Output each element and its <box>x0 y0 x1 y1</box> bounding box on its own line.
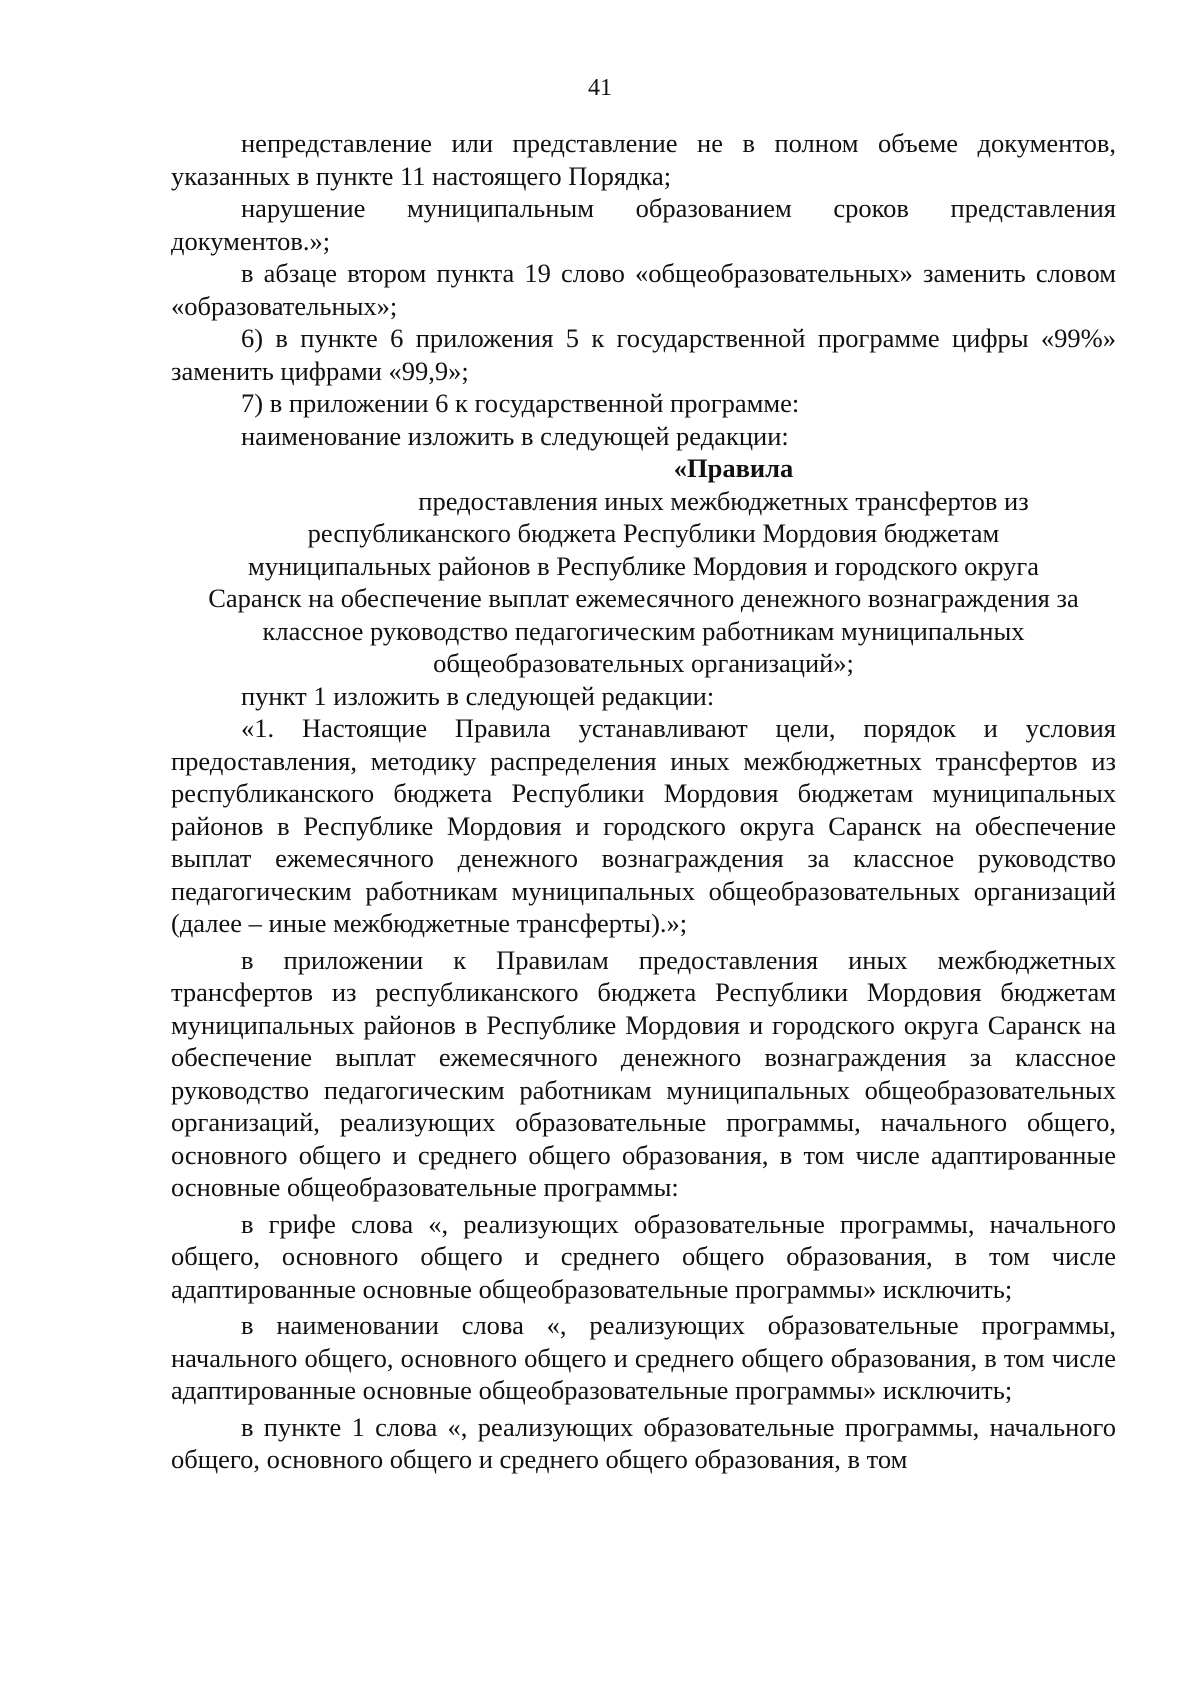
document-body <box>171 127 1116 1476</box>
page-number: 41 <box>588 75 612 101</box>
rules-subtitle <box>171 485 1116 680</box>
paragraph: в грифе слова «, реализующих образовательные программы, начального общего, основного общего и среднего общего образования, в том числе адаптированные основные общеобразовательные программы» исключить; <box>171 1208 1116 1304</box>
paragraph: нарушение муниципальным образованием сроков представления документов.»; <box>171 193 1116 256</box>
subtitle-line: общеобразовательных организаций»; <box>433 648 854 678</box>
subtitle-line: республиканского бюджета Республики Мордовия бюджетам <box>307 518 1000 548</box>
paragraph: непредставление или представление не в полном объеме документов, указанных в пункте 11 настоящего Порядка; <box>171 128 1116 191</box>
paragraph: пункт 1 изложить в следующей редакции: <box>241 680 715 711</box>
paragraph: в приложении к Правилам предоставления иных межбюджетных трансфертов из республиканского бюджета Республики Мордовия бюджетам муниципальных районов в Республике Мордовия и городского округа Саранск на обеспечение выплат ежемесячного денежного вознаграждения за классное руководство педагогическим работникам муниципальных общеобразовательных организаций, реализующих образовательные программы, начального общего, основного общего и среднего общего образования, в том числе адаптированные основные общеобразовательные программы: <box>171 944 1116 1202</box>
subtitle-line: предоставления иных межбюджетных трансфертов из <box>418 485 1029 516</box>
paragraph: в наименовании слова «, реализующих образовательные программы, начального общего, основного общего и среднего общего образования, в том числе адаптированные основные общеобразовательные программы» исключить; <box>171 1310 1116 1405</box>
paragraph: наименование изложить в следующей редакции: <box>241 420 789 451</box>
rules-title: «Правила <box>673 453 794 483</box>
paragraph: в пункте 1 слова «, реализующих образовательные программы, начального общего, основного общего и среднего общего образования, в том <box>171 1411 1116 1474</box>
subtitle-line: муниципальных районов в Республике Мордовия и городского округа <box>247 550 1040 581</box>
paragraph: «1. Настоящие Правила устанавливают цели, порядок и условия предоставления, методику распределения иных межбюджетных трансфертов из республиканского бюджета Республики Мордовия бюджетам муниципальных районов в Республике Мордовия и городского округа Саранск на обеспечение выплат ежемесячного денежного вознаграждения за классное руководство педагогическим работникам муниципальных общеобразовательных организаций (далее – иные межбюджетные трансферты).»; <box>171 713 1116 938</box>
subtitle-line: Саранск на обеспечение выплат ежемесячного денежного вознаграждения за <box>208 583 1079 613</box>
paragraph: 7) в приложении 6 к государственной программе: <box>241 388 800 418</box>
subtitle-line: классное руководство педагогическим работникам муниципальных <box>262 615 1025 646</box>
paragraph: в абзаце втором пункта 19 слово «общеобразовательных» заменить словом «образовательных»; <box>171 258 1116 321</box>
paragraph: 6) в пункте 6 приложения 5 к государственной программе цифры «99%» заменить цифрами «99,9»; <box>171 323 1116 386</box>
